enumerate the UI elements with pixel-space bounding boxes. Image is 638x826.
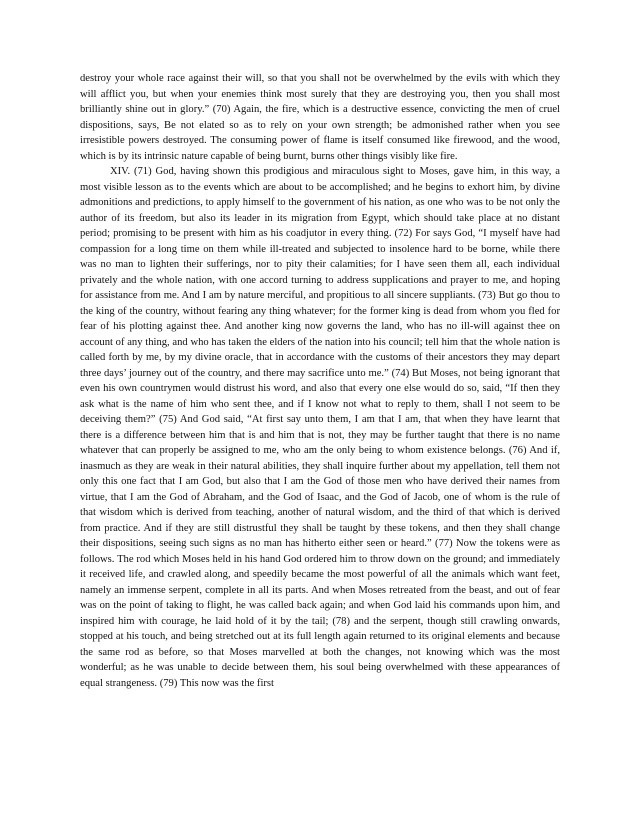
document-page xyxy=(80,71,560,691)
paragraph-1: destroy your whole race against their will, so that you shall not be overwhelmed by the evils with which they will afflict you, but when your enemies think most surely that they are destroying you, then you shall most brilliantly shine out in glory.” (70) Again, the fire, which is a destructive essence, convicting the men of cruel dispositions, says, Be not elated so as to rely on your own strength; be admonished rather when you see irresistible powers destroyed. The consuming power of flame is itself consumed like firewood, and the wood, which is by its intrinsic nature capable of being burnt, burns other things visibly like fire. xyxy=(80,73,560,162)
paragraph-2: XIV. (71) God, having shown this prodigious and miraculous sight to Moses, gave him, in this way, a most visible lesson as to the events which are about to be accomplished; and he begins to exhort him, by divine admonitions and predictions, to apply himself to the government of his nation, as one who was to be not only the author of its freedom, but also its leader in its migration from Egypt, which should take place at no distant period; promising to be present with him as his coadjutor in every thing. (72) For says God, “I myself have had compassion for a long time on them while ill-treated and subjected to insolence hard to be borne, while there was no man to lighten their sufferings, nor to pity their calamities; for I have seen them all, each individual privately and the whole nation, with one accord turning to address supplications and prayer to me, and hoping for assistance from me. And I am by nature merciful, and propitious to all sincere suppliants. (73) But go thou to the king of the country, without fearing any thing whatever; for the former king is dead from whom you fled for fear of his plotting against thee. And another king now governs the land, who has no ill-will against thee on account of any thing, and who has taken the elders of the nation into his council; tell him that the whole nation is called forth by me, by my divine oracle, that in accordance with the customs of their ancestors they may depart three days’ journey out of the country, and there may sacrifice unto me.” (74) But Moses, not being ignorant that even his own countrymen would distrust his word, and also that every one else would do so, said, “If then they ask what is the name of him who sent thee, and if I know not what to reply to them, shall I not seem to be deceiving them?” (75) And God said, “At first say unto them, I am that I am, that when they have learnt that there is a difference between him that is and him that is not, they may be further taught that there is no name whatever that can properly be assigned to me, who am the only being to whom existence belongs. (76) And if, inasmuch as they are weak in their natural abilities, they shall inquire further about my appellation, tell them not only this one fact that I am God, but also that I am the God of those men who have derived their names from virtue, that I am the God of Abraham, and the God of Isaac, and the God of Jacob, one of whom is the rule of that wisdom which is derived from teaching, another of natural wisdom, and the third of that which is derived from practice. And if they are still distrustful they shall be taught by these tokens, and then they shall change their dispositions, seeing such signs as no man has hitherto either seen or heard.” (77) Now the tokens were as follows. The rod which Moses held in his hand God ordered him to throw down on the ground; and immediately it received life, and crawled along, and speedily became the most powerful of all the animals which want feet, namely an immense serpent, complete in all its parts. And when Moses retreated from the beast, and out of fear was on the point of taking to flight, he was called back again; and when God laid his commands upon him, and inspired him with courage, he laid hold of it by the tail; (78) and the serpent, though still crawling onwards, stopped at his touch, and being stretched out at its full length again returned to its original elements and because the same rod as before, so that Moses marvelled at both the changes, not knowing which was the most wonderful; as he was unable to decide between them, his soul being overwhelmed with these appearances of equal strangeness. (79) This now was the first xyxy=(80,166,560,689)
